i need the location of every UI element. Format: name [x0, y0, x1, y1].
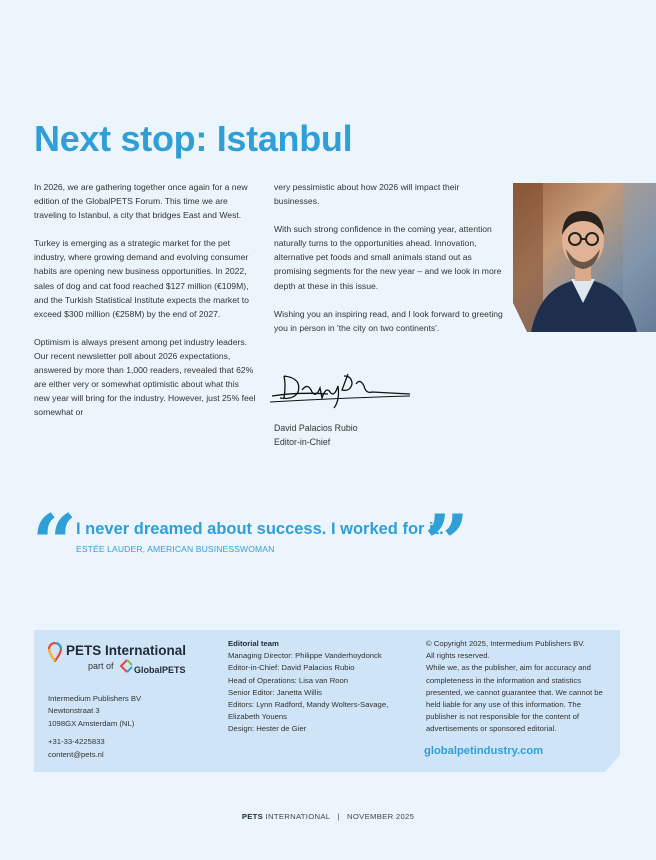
map-pin-logo-icon [48, 642, 62, 662]
editorial-heading: Editorial team [228, 639, 279, 648]
editor-portrait-illustration [513, 183, 656, 332]
brand-part-of: part of [88, 661, 114, 671]
editorial-team [228, 638, 414, 736]
publication-name-bold: PETS [241, 812, 264, 821]
copyright-line: © Copyright 2025, Intermedium Publishers BV. [426, 639, 585, 648]
paragraph: Wishing you an inspiring read, and I look forward to greeting you in person in 'the city on two continents'. [274, 308, 503, 333]
article-column-2 [274, 180, 504, 349]
editor-signature [268, 368, 414, 412]
paragraph: very pessimistic about how 2026 will impact their businesses. [274, 182, 460, 207]
article-column-1 [34, 180, 256, 433]
publisher-address [48, 693, 141, 730]
globalpets-logo [120, 659, 186, 677]
publication-name-rest: INTERNATIONAL [263, 812, 331, 821]
close-quote-icon: ” [424, 498, 469, 589]
brand-name: PETS International [66, 643, 187, 658]
signature-name: David Palacios Rubio [274, 423, 358, 433]
publisher-contact [48, 736, 105, 761]
open-quote-icon: “ [32, 498, 77, 589]
paragraph: With such strong confidence in the coming year, attention naturally turns to the opportunities ahead. Innovation, alternative pet foods and small animals stand out as promising segments for the new year – and we look in more depth at these in this issue. [274, 224, 502, 291]
editor-photo [513, 183, 656, 332]
editorial-line: Editor-in-Chief: David Palacios Rubio [228, 663, 355, 673]
paragraph: In 2026, we are gathering together once again for a new edition of the GlobalPETS Forum. This time we are traveling to Istanbul, a city that bridges East and West. [34, 182, 248, 221]
quote-author: ESTÉE LAUDER, AMERICAN BUSINESSWOMAN [76, 544, 275, 554]
editorial-line: Editors: Lynn Radford, Mandy Wolters-Savage, Elizabeth Youens [228, 700, 389, 722]
page-title: Next stop: Istanbul [34, 118, 353, 159]
copyright-line: All rights reserved. [426, 651, 490, 661]
editorial-line: Design: Hester de Gier [228, 724, 307, 734]
disclaimer: While we, as the publisher, aim for accuracy and completeness in the information and statistics presented, we cannot guarantee that. We cannot be held liable for any use of this information. The publisher is not responsible for the content of advertisements or sponsored editorial. [426, 663, 603, 734]
editorial-line: Managing Director: Philippe Vanderhoydonck [228, 651, 382, 661]
signature-role: Editor-in-Chief [274, 437, 331, 447]
globalpets-logo-icon [120, 659, 133, 673]
copyright-notice [426, 638, 612, 736]
parent-brand-name: GlobalPETS [134, 665, 186, 675]
editorial-line: Head of Operations: Lisa van Roon [228, 675, 349, 685]
issue-date: NOVEMBER 2025 [347, 812, 415, 821]
paragraph: Turkey is emerging as a strategic market for the pet industry, where growing demand and evolving consumer habits are opening new business opportunities. In 2022, sales of dog and cat food reached $127 million (€109M), and the Turkish Statistical Institute expects the market to exceed $300 million (€258M) by the end of 2027. [34, 238, 249, 319]
editorial-line: Senior Editor: Janetta Willis [228, 687, 322, 697]
footer-separator: | [337, 812, 340, 821]
address-line: Newtonstraat 3 [48, 706, 100, 716]
address-line: 1098GX Amsterdam (NL) [48, 718, 135, 728]
address-line: Intermedium Publishers BV [48, 694, 142, 703]
signature-block [274, 421, 358, 449]
pull-quote: I never dreamed about success. I worked for it. [76, 520, 444, 538]
email-link[interactable]: content@pets.nl [48, 749, 104, 759]
paragraph: Optimism is always present among pet industry leaders. Our recent newsletter poll about 2026 expectations, answered by more than 1,000 readers, revealed that 62% are either very or somewhat optimistic about what this new year will bring for the industry. However, just 25% feel somewhat or [34, 336, 256, 418]
phone-number: +31-33-4225833 [48, 737, 105, 746]
website-link[interactable]: globalpetindustry.com [424, 745, 544, 757]
page-footer [0, 812, 656, 821]
